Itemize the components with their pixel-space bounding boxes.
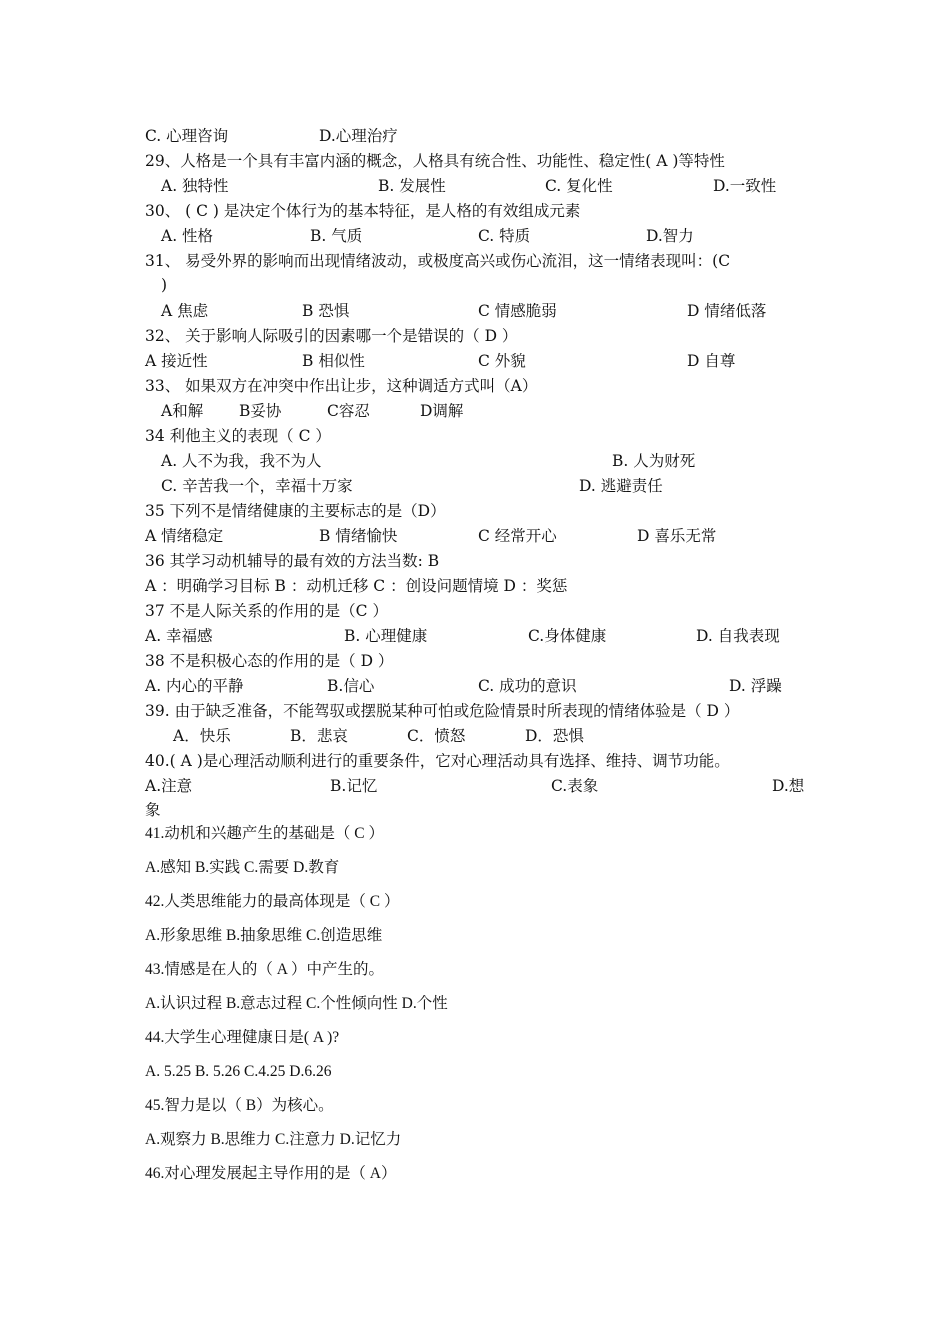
- question-30: 30、 ( C ) 是决定个体行为的基本特征，是人格的有效组成元素: [145, 202, 581, 220]
- question-29: 29、人格是一个具有丰富内涵的概念，人格具有统合性、功能性、稳定性( A )等特性: [145, 152, 725, 170]
- option-d: D. 逃避责任: [579, 477, 663, 495]
- option-b: B.信心: [327, 677, 375, 695]
- question-33: 33、 如果双方在冲突中作出让步，这种调适方式叫（A）: [145, 377, 538, 395]
- option-a: A. 幸福感: [145, 627, 213, 645]
- option-b: B. 气质: [310, 227, 363, 245]
- closing-paren: ): [161, 276, 168, 294]
- option-d: D.想: [772, 777, 805, 795]
- option-a: A. 内心的平静: [145, 677, 244, 695]
- option-b: B.记忆: [330, 777, 378, 795]
- option-c: C容忍: [327, 402, 370, 420]
- question-42: 42.人类思维能力的最高体现是（ C ）: [145, 893, 400, 910]
- option-a: A. 独特性: [161, 177, 229, 195]
- option-d: D调解: [420, 402, 464, 420]
- option-b: B 相似性: [302, 352, 365, 370]
- option-a: A 情绪稳定: [145, 527, 224, 545]
- option-c: C．愤怒: [407, 727, 466, 745]
- option-b: B 恐惧: [302, 302, 350, 320]
- option-c: C. 心理咨询: [145, 127, 229, 145]
- option-d: D. 浮躁: [729, 677, 782, 695]
- question-37: 37 不是人际关系的作用的是（C ）: [145, 602, 388, 620]
- question-41: 41.动机和兴趣产生的基础是（ C ）: [145, 825, 384, 842]
- option-c: C 经常开心: [478, 527, 557, 545]
- option-c: C 外貌: [478, 352, 526, 370]
- question-32: 32、 关于影响人际吸引的因素哪一个是错误的（ D ）: [145, 327, 518, 345]
- question-45: 45.智力是以（ B）为核心。: [145, 1097, 334, 1114]
- option-b: B．悲哀: [290, 727, 348, 745]
- option-c: C. 成功的意识: [478, 677, 577, 695]
- option-c: C.身体健康: [528, 627, 607, 645]
- option-d: D.心理治疗: [319, 127, 398, 145]
- option-d: D. 自我表现: [696, 627, 780, 645]
- option-d: D.智力: [646, 227, 694, 245]
- question-36-options: A ：明确学习目标 B ：动机迁移 C ：创设问题情境 D ：奖惩: [145, 577, 568, 595]
- option-d: D．恐惧: [525, 727, 584, 745]
- option-a: A.注意: [145, 777, 193, 795]
- question-44-options: A. 5.25 B. 5.26 C.4.25 D.6.26: [145, 1063, 332, 1080]
- option-d: D.一致性: [713, 177, 777, 195]
- option-c: C 情感脆弱: [478, 302, 557, 320]
- option-b: B. 人为财死: [612, 452, 696, 470]
- question-43-options: A.认识过程 B.意志过程 C.个性倾向性 D.个性: [145, 995, 448, 1012]
- question-31: 31、 易受外界的影响而出现情绪波动，或极度高兴或伤心流泪，这一情绪表现叫：(C: [145, 252, 731, 270]
- option-c: C.表象: [551, 777, 599, 795]
- question-39: 39. 由于缺乏准备，不能驾驭或摆脱某种可怕或危险情景时所表现的情绪体验是（ D ）: [145, 702, 740, 720]
- question-36: 36 其学习动机辅导的最有效的方法当数: B: [145, 552, 440, 570]
- option-d: D 喜乐无常: [637, 527, 717, 545]
- question-35: 35 下列不是情绪健康的主要标志的是（D）: [145, 502, 446, 520]
- option-b: B 情绪愉快: [319, 527, 398, 545]
- question-40-options-continued: 象: [145, 801, 161, 819]
- option-c: C. 辛苦我一个，幸福十万家: [161, 477, 353, 495]
- option-b: B. 发展性: [378, 177, 446, 195]
- question-46: 46.对心理发展起主导作用的是（ A）: [145, 1165, 397, 1182]
- question-41-options: A.感知 B.实践 C.需要 D.教育: [145, 859, 340, 876]
- question-34: 34 利他主义的表现（ C ）: [145, 427, 331, 445]
- option-b: B. 心理健康: [344, 627, 428, 645]
- question-42-options: A.形象思维 B.抽象思维 C.创造思维: [145, 927, 383, 944]
- option-a: A. 性格: [161, 227, 214, 245]
- question-38: 38 不是积极心态的作用的是（ D ）: [145, 652, 394, 670]
- option-c: C. 特质: [478, 227, 531, 245]
- question-45-options: A.观察力 B.思维力 C.注意力 D.记忆力: [145, 1131, 402, 1148]
- option-c: C. 复化性: [545, 177, 613, 195]
- option-a: A．快乐: [173, 727, 231, 745]
- option-a: A 接近性: [145, 352, 208, 370]
- option-d: D 自尊: [687, 352, 736, 370]
- option-a: A 焦虑: [161, 302, 209, 320]
- option-b: B妥协: [239, 402, 282, 420]
- question-44: 44.大学生心理健康日是( A )?: [145, 1029, 340, 1046]
- option-d: D 情绪低落: [687, 302, 767, 320]
- question-43: 43.情感是在人的（ A ）中产生的。: [145, 961, 384, 978]
- question-40: 40.( A )是心理活动顺利进行的重要条件，它对心理活动具有选择、维持、调节功能。: [145, 752, 730, 770]
- option-a: A. 人不为我，我不为人: [161, 452, 322, 470]
- option-a: A和解: [161, 402, 204, 420]
